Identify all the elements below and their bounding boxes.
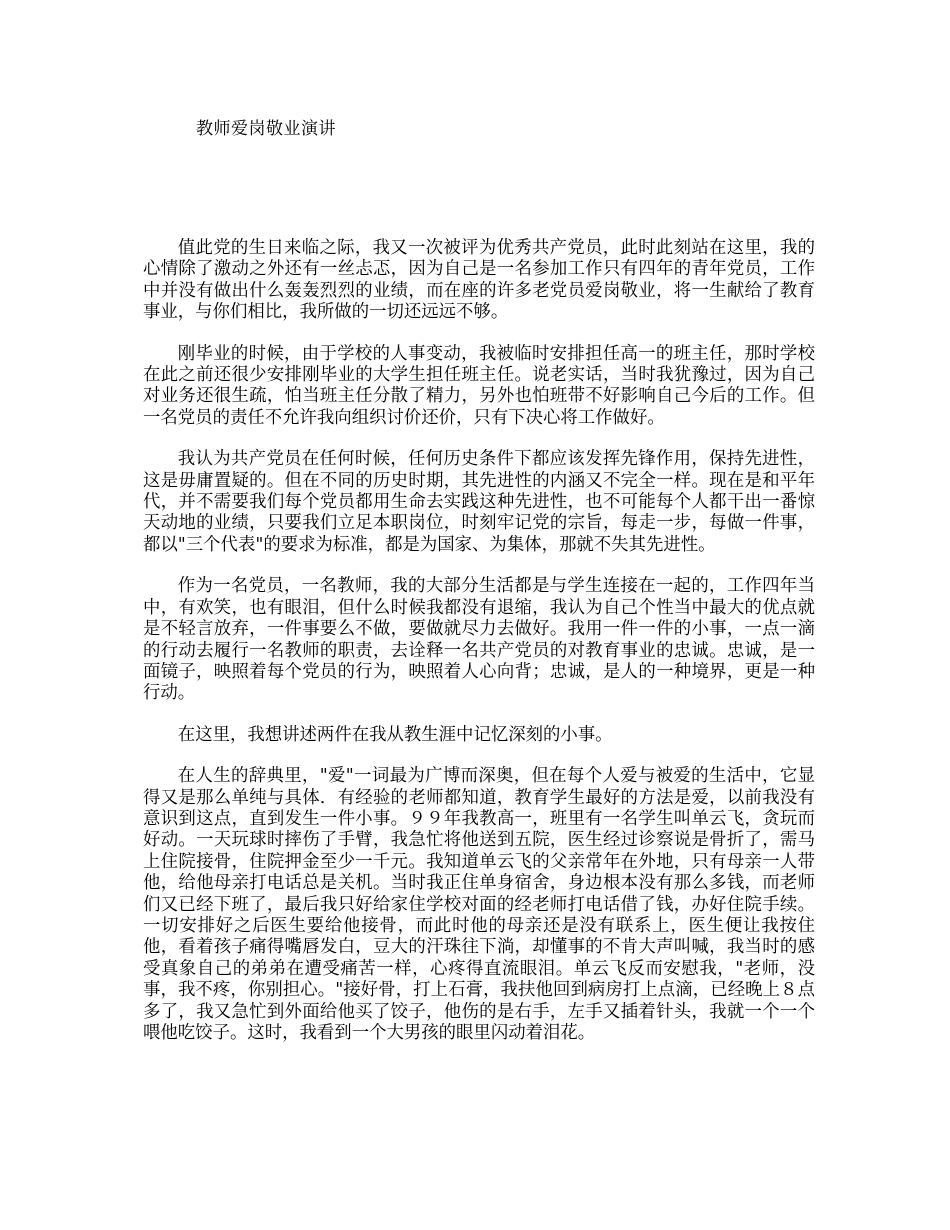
paragraph-1: 值此党的生日来临之际，我又一次被评为优秀共产党员，此时此刻站在这里，我的心情除了激动之外还有一丝忐忑，因为自己是一名参加工作只有四年的青年党员，工作中并没有做出什么轰轰烈烈的业绩，而在座的许多老党员爱岗敬业，将一生献给了教育事业，与你们相比，我所做的一切还远远不够。 [143,238,815,323]
paragraph-4: 作为一名党员，一名教师，我的大部分生活都是与学生连接在一起的，工作四年当中，有欢笑，也有眼泪，但什么时候我都没有退缩，我认为自己个性当中最大的优点就是不轻言放弃，一件事要么不做，要做就尽力去做好。我用一件一件的小事，一点一滴的行动去履行一名教师的职责，去诠释一名共产党员的对教育事业的忠诚。忠诚，是一面镜子，映照着每个党员的行为，映照着人心向背；忠诚，是人的一种境界，更是一种行动。 [143,576,815,704]
document-body [143,238,815,1064]
paragraph-3: 我认为共产党员在任何时候，任何历史条件下都应该发挥先锋作用，保持先进性，这是毋庸置疑的。但在不同的历史时期，其先进性的内涵又不完全一样。现在是和平年代，并不需要我们每个党员都用生命去实践这种先进性，也不可能每个人都干出一番惊天动地的业绩，只要我们立足本职岗位，时刻牢记党的宗旨，每走一步，每做一件事，都以"三个代表"的要求为标准，都是为国家、为集体，那就不失其先进性。 [143,449,815,555]
document-title: 教师爱岗敬业演讲 [196,119,336,139]
paragraph-2: 刚毕业的时候，由于学校的人事变动，我被临时安排担任高一的班主任，那时学校在此之前还很少安排刚毕业的大学生担任班主任。说老实话，当时我犹豫过，因为自己对业务还很生疏，怕当班主任分散了精力，另外也怕班带不好影响自己今后的工作。但一名党员的责任不允许我向组织讨价还价，只有下决心将工作做好。 [143,343,815,428]
paragraph-5: 在这里，我想讲述两件在我从教生涯中记忆深刻的小事。 [177,724,613,745]
paragraph-6: 在人生的辞典里，"爱"一词最为广博而深奥，但在每个人爱与被爱的生活中，它显得又是那么单纯与具体．有经验的老师都知道，教育学生最好的方法是爱，以前我没有意识到这点，直到发生一件小事。９９年我教高一，班里有一名学生叫单云飞，贪玩而好动。一天玩球时摔伤了手臂，我急忙将他送到五院，医生经过诊察说是骨折了，需马上住院接骨，住院押金至少一千元。我知道单云飞的父亲常年在外地，只有母亲一人带他，给他母亲打电话总是关机。当时我正住单身宿舍，身边根本没有那么多钱，而老师们又已经下班了，最后我只好给家住学校对面的经老师打电话借了钱，办好住院手续。一切安排好之后医生要给他接骨，而此时他的母亲还是没有联系上，医生便让我按住他，看着孩子痛得嘴唇发白，豆大的汗珠往下淌，却懂事的不肯大声叫喊，我当时的感受真象自己的弟弟在遭受痛苦一样，心疼得直流眼泪。单云飞反而安慰我，"老师，没事，我不疼，你别担心。"接好骨，打上石膏，我扶他回到病房打上点滴，已经晚上８点多了，我又急忙到外面给他买了饺子，他伤的是右手，左手又插着针头，我就一个一个喂他吃饺子。这时，我看到一个大男孩的眼里闪动着泪花。 [143,766,815,1043]
